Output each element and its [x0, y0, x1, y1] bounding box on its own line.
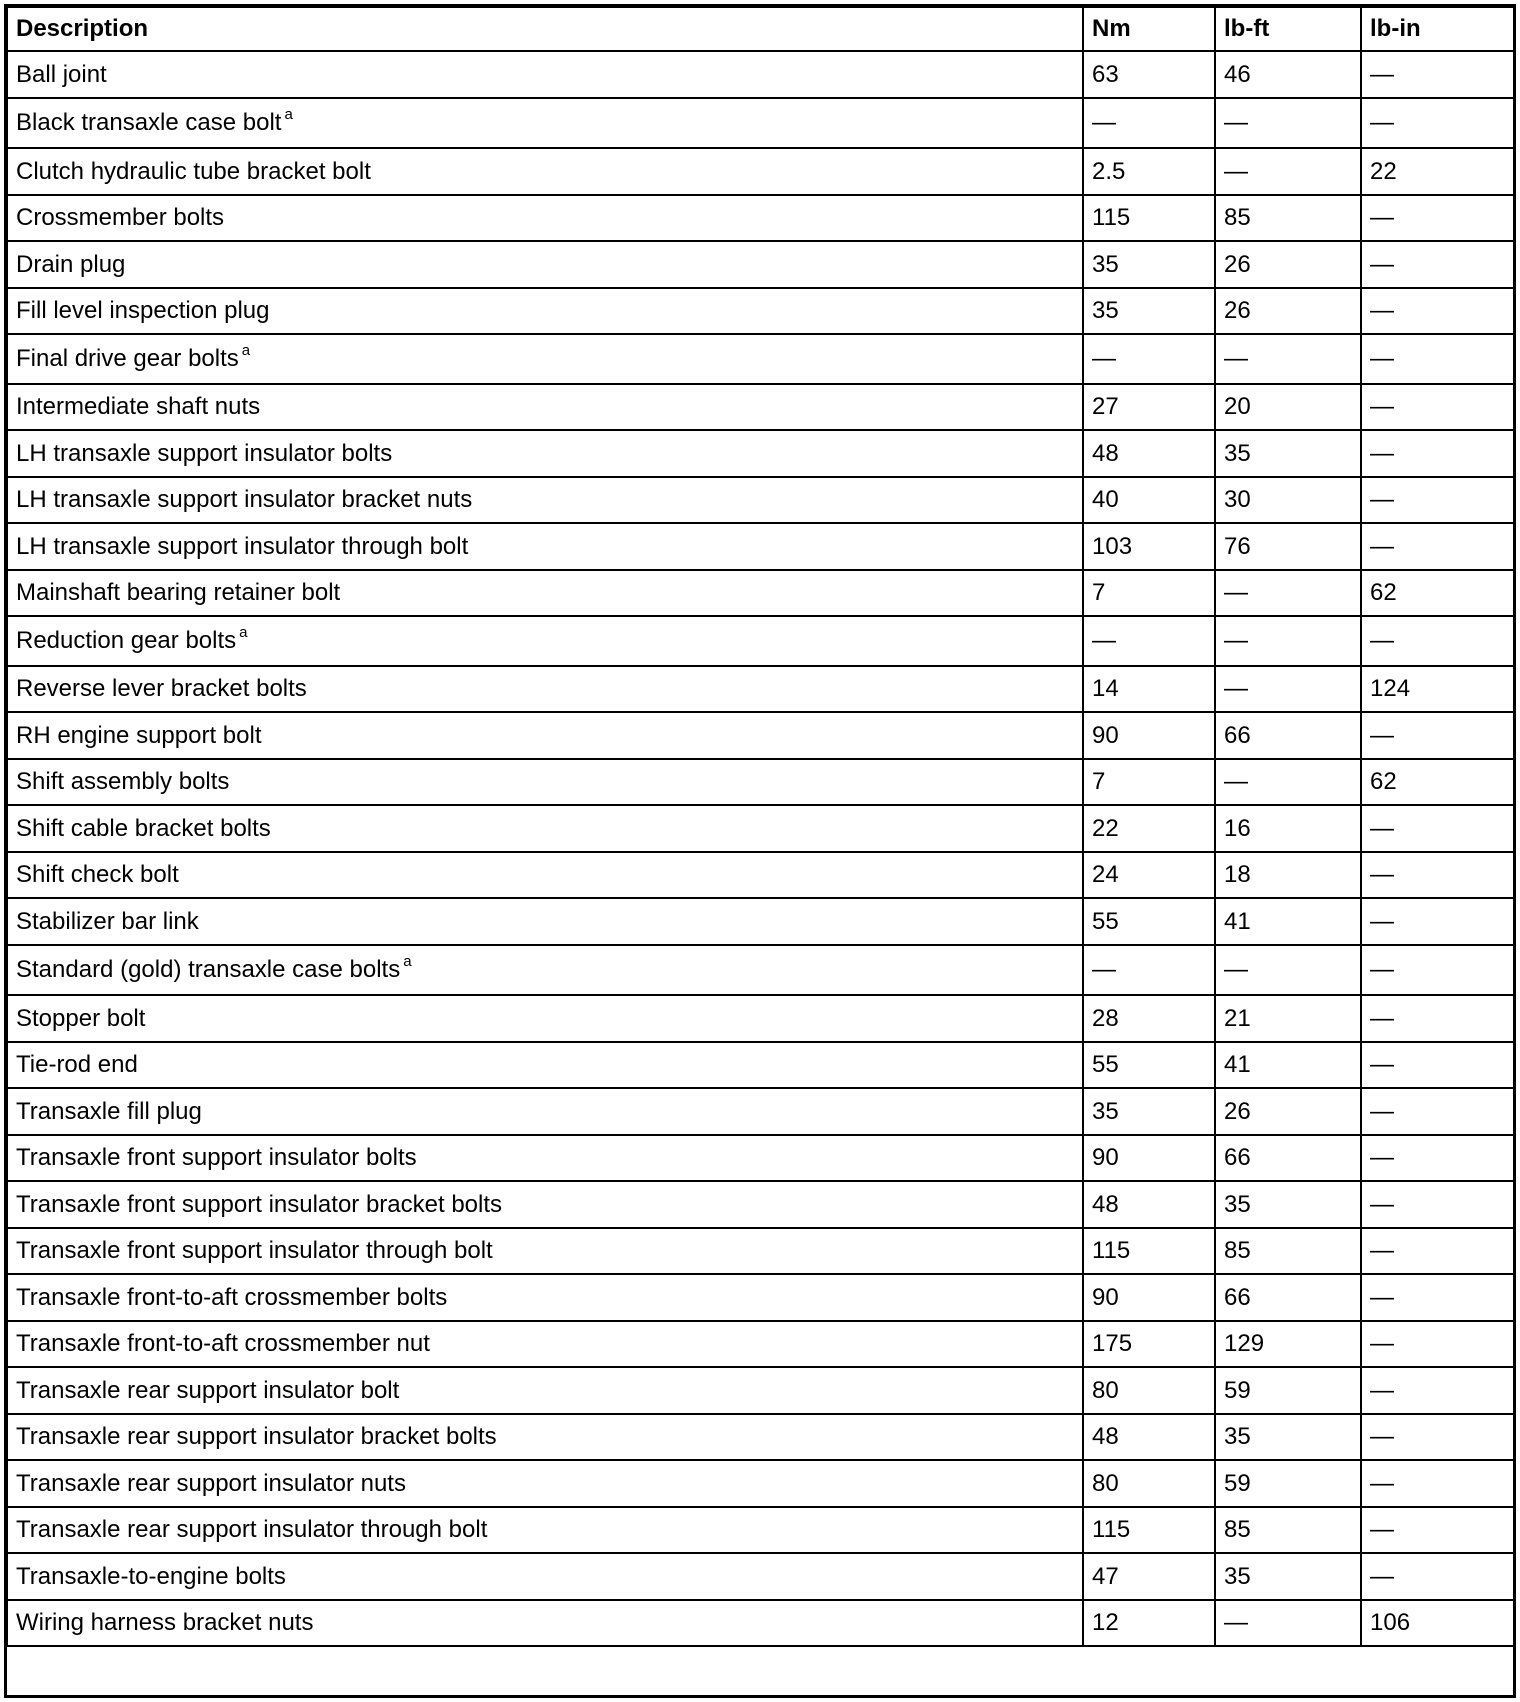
table-row: [7, 195, 1515, 241]
table-row: [7, 288, 1515, 334]
table-body: [7, 51, 1515, 1646]
cell-lbin: —: [1361, 51, 1515, 98]
cell-lbin: 22: [1361, 148, 1515, 195]
description-text: Transaxle front support insulator through bolt: [16, 1237, 493, 1264]
cell-lbin: —: [1361, 1367, 1515, 1414]
table-row: [7, 1460, 1515, 1507]
cell-lbft: 41: [1215, 1042, 1361, 1088]
description-text: Transaxle rear support insulator through bolt: [16, 1516, 488, 1543]
cell-nm: —: [1083, 334, 1215, 384]
cell-lbft: 66: [1215, 712, 1361, 759]
description-text: Transaxle rear support insulator bracket bolts: [16, 1423, 497, 1450]
cell-lbft: —: [1215, 148, 1361, 195]
cell-description: [7, 712, 1083, 759]
table-row: [7, 945, 1515, 995]
table-row: [7, 616, 1515, 666]
cell-lbft: —: [1215, 570, 1361, 616]
cell-lbft: 59: [1215, 1460, 1361, 1507]
cell-lbin: —: [1361, 1274, 1515, 1321]
description-text: Transaxle front support insulator bracket bolts: [16, 1190, 503, 1218]
header-lbin: lb-in: [1361, 7, 1515, 51]
cell-lbin: —: [1361, 1507, 1515, 1553]
table-row: [7, 666, 1515, 712]
table-row: [7, 430, 1515, 477]
cell-description: [7, 1460, 1083, 1507]
description-text: Transaxle rear support insulator nuts: [16, 1469, 406, 1497]
cell-description: [7, 945, 1083, 995]
cell-lbft: —: [1215, 334, 1361, 384]
cell-nm: 80: [1083, 1367, 1215, 1414]
cell-nm: —: [1083, 98, 1215, 148]
cell-description: [7, 241, 1083, 288]
cell-description: [7, 1367, 1083, 1414]
cell-nm: 90: [1083, 1135, 1215, 1181]
cell-lbin: —: [1361, 1135, 1515, 1181]
description-text: Ball joint: [16, 60, 107, 88]
cell-lbin: —: [1361, 241, 1515, 288]
table-row: [7, 1321, 1515, 1367]
cell-lbin: 62: [1361, 570, 1515, 616]
description-text: Wiring harness bracket nuts: [16, 1609, 314, 1636]
table-row: [7, 1181, 1515, 1228]
cell-lbin: —: [1361, 1414, 1515, 1460]
footnote-marker: a: [239, 624, 248, 641]
table-row: [7, 1367, 1515, 1414]
cell-description: [7, 898, 1083, 945]
cell-nm: 7: [1083, 759, 1215, 805]
cell-lbin: 62: [1361, 759, 1515, 805]
table-row: [7, 384, 1515, 430]
header-nm: Nm: [1083, 7, 1215, 51]
cell-nm: 90: [1083, 1274, 1215, 1321]
cell-lbft: 41: [1215, 898, 1361, 945]
cell-nm: 63: [1083, 51, 1215, 98]
cell-description: [7, 334, 1083, 384]
cell-nm: 48: [1083, 1181, 1215, 1228]
cell-nm: 48: [1083, 1414, 1215, 1460]
cell-description: [7, 430, 1083, 477]
cell-lbft: —: [1215, 945, 1361, 995]
description-text: Intermediate shaft nuts: [16, 393, 261, 420]
table-row: [7, 852, 1515, 898]
cell-nm: 28: [1083, 995, 1215, 1042]
cell-lbin: 106: [1361, 1600, 1515, 1646]
cell-nm: 35: [1083, 241, 1215, 288]
cell-description: [7, 759, 1083, 805]
cell-lbft: 26: [1215, 1088, 1361, 1135]
cell-lbft: 66: [1215, 1135, 1361, 1181]
description-text: Tie-rod end: [16, 1051, 138, 1078]
cell-nm: 175: [1083, 1321, 1215, 1367]
cell-lbin: —: [1361, 477, 1515, 523]
table-header-row: [7, 7, 1515, 51]
footnote-marker: a: [241, 342, 251, 359]
table-row: [7, 1228, 1515, 1274]
cell-nm: 80: [1083, 1460, 1215, 1507]
cell-nm: 35: [1083, 1088, 1215, 1135]
cell-description: [7, 805, 1083, 852]
table-row: [7, 1042, 1515, 1088]
cell-lbft: 85: [1215, 195, 1361, 241]
cell-nm: 55: [1083, 898, 1215, 945]
description-text: Transaxle front-to-aft crossmember bolts: [16, 1283, 448, 1311]
description-text: Stabilizer bar link: [16, 907, 199, 935]
cell-lbft: 85: [1215, 1228, 1361, 1274]
cell-lbin: —: [1361, 1228, 1515, 1274]
cell-description: [7, 1321, 1083, 1367]
cell-lbft: 26: [1215, 241, 1361, 288]
cell-description: [7, 51, 1083, 98]
description-text: Final drive gear bolts: [16, 345, 239, 372]
cell-nm: 40: [1083, 477, 1215, 523]
description-text: LH transaxle support insulator through bolt: [16, 532, 469, 560]
description-text: Standard (gold) transaxle case bolts: [16, 956, 401, 983]
cell-description: [7, 995, 1083, 1042]
table-row: [7, 995, 1515, 1042]
cell-description: [7, 1507, 1083, 1553]
footnote-marker: a: [403, 953, 412, 970]
cell-description: [7, 666, 1083, 712]
cell-lbft: 18: [1215, 852, 1361, 898]
cell-lbft: 59: [1215, 1367, 1361, 1414]
cell-description: [7, 195, 1083, 241]
description-text: LH transaxle support insulator bracket nuts: [16, 486, 473, 513]
footnote-marker: a: [284, 106, 293, 123]
table-row: [7, 1135, 1515, 1181]
table-row: [7, 759, 1515, 805]
description-text: Clutch hydraulic tube bracket bolt: [16, 157, 371, 185]
table-row: [7, 898, 1515, 945]
cell-lbft: 16: [1215, 805, 1361, 852]
table-row: [7, 805, 1515, 852]
torque-spec-table: [6, 6, 1516, 1647]
description-text: Mainshaft bearing retainer bolt: [16, 579, 341, 606]
cell-lbft: 21: [1215, 995, 1361, 1042]
table-row: [7, 712, 1515, 759]
table-row: [7, 241, 1515, 288]
cell-lbft: 20: [1215, 384, 1361, 430]
description-text: Fill level inspection plug: [16, 297, 270, 324]
description-text: Transaxle front support insulator bolts: [16, 1144, 417, 1171]
cell-nm: 24: [1083, 852, 1215, 898]
description-text: LH transaxle support insulator bolts: [16, 439, 393, 467]
cell-lbft: —: [1215, 1600, 1361, 1646]
cell-lbin: —: [1361, 1181, 1515, 1228]
cell-lbin: —: [1361, 898, 1515, 945]
cell-nm: 27: [1083, 384, 1215, 430]
cell-lbin: —: [1361, 616, 1515, 666]
cell-lbin: —: [1361, 430, 1515, 477]
table-row: [7, 1088, 1515, 1135]
cell-nm: 115: [1083, 1507, 1215, 1553]
cell-lbin: —: [1361, 98, 1515, 148]
description-text: Transaxle fill plug: [16, 1097, 202, 1125]
table-row: [7, 523, 1515, 570]
cell-lbin: —: [1361, 1088, 1515, 1135]
cell-description: [7, 1414, 1083, 1460]
cell-lbft: —: [1215, 98, 1361, 148]
cell-description: [7, 288, 1083, 334]
table-row: [7, 334, 1515, 384]
cell-lbin: —: [1361, 1321, 1515, 1367]
cell-description: [7, 98, 1083, 148]
cell-description: [7, 570, 1083, 616]
cell-description: [7, 1181, 1083, 1228]
cell-lbin: —: [1361, 945, 1515, 995]
cell-description: [7, 1135, 1083, 1181]
description-text: Transaxle front-to-aft crossmember nut: [16, 1330, 430, 1357]
header-lbft: lb-ft: [1215, 7, 1361, 51]
cell-nm: 35: [1083, 288, 1215, 334]
cell-lbft: —: [1215, 616, 1361, 666]
cell-description: [7, 477, 1083, 523]
cell-lbft: —: [1215, 666, 1361, 712]
cell-lbin: —: [1361, 1460, 1515, 1507]
cell-nm: —: [1083, 616, 1215, 666]
cell-description: [7, 523, 1083, 570]
cell-lbin: —: [1361, 1042, 1515, 1088]
description-text: Reduction gear bolts: [16, 627, 237, 654]
cell-nm: 22: [1083, 805, 1215, 852]
cell-lbft: 35: [1215, 1181, 1361, 1228]
table-row: [7, 477, 1515, 523]
description-text: Shift assembly bolts: [16, 768, 230, 795]
description-text: Transaxle rear support insulator bolt: [16, 1376, 400, 1404]
description-text: Shift check bolt: [16, 861, 179, 888]
cell-lbft: 26: [1215, 288, 1361, 334]
cell-nm: 7: [1083, 570, 1215, 616]
cell-lbft: —: [1215, 759, 1361, 805]
cell-lbin: —: [1361, 712, 1515, 759]
cell-lbin: —: [1361, 1553, 1515, 1600]
cell-nm: 90: [1083, 712, 1215, 759]
cell-lbin: 124: [1361, 666, 1515, 712]
cell-description: [7, 1553, 1083, 1600]
cell-lbin: —: [1361, 195, 1515, 241]
cell-lbft: 66: [1215, 1274, 1361, 1321]
cell-lbin: —: [1361, 805, 1515, 852]
cell-lbft: 35: [1215, 1553, 1361, 1600]
cell-lbin: —: [1361, 288, 1515, 334]
description-text: Crossmember bolts: [16, 204, 225, 231]
cell-nm: 14: [1083, 666, 1215, 712]
cell-nm: 48: [1083, 430, 1215, 477]
cell-nm: —: [1083, 945, 1215, 995]
description-text: RH engine support bolt: [16, 721, 262, 749]
cell-description: [7, 852, 1083, 898]
cell-lbft: 30: [1215, 477, 1361, 523]
cell-description: [7, 1042, 1083, 1088]
cell-nm: 103: [1083, 523, 1215, 570]
table-row: [7, 1414, 1515, 1460]
cell-lbin: —: [1361, 334, 1515, 384]
table-row: [7, 1507, 1515, 1553]
table-row: [7, 570, 1515, 616]
table-row: [7, 98, 1515, 148]
table-row: [7, 1274, 1515, 1321]
cell-lbin: —: [1361, 384, 1515, 430]
cell-nm: 12: [1083, 1600, 1215, 1646]
description-text: Stopper bolt: [16, 1004, 146, 1032]
cell-description: [7, 616, 1083, 666]
cell-lbin: —: [1361, 995, 1515, 1042]
cell-nm: 115: [1083, 1228, 1215, 1274]
cell-lbft: 35: [1215, 430, 1361, 477]
cell-nm: 55: [1083, 1042, 1215, 1088]
table-row: [7, 51, 1515, 98]
cell-lbft: 85: [1215, 1507, 1361, 1553]
cell-nm: 115: [1083, 195, 1215, 241]
cell-lbin: —: [1361, 852, 1515, 898]
description-text: Shift cable bracket bolts: [16, 814, 271, 842]
description-text: Black transaxle case bolt: [16, 109, 282, 136]
cell-lbft: 76: [1215, 523, 1361, 570]
cell-description: [7, 384, 1083, 430]
header-description: Description: [7, 7, 1083, 51]
cell-description: [7, 1228, 1083, 1274]
description-text: Drain plug: [16, 250, 126, 278]
cell-nm: 47: [1083, 1553, 1215, 1600]
cell-description: [7, 148, 1083, 195]
cell-description: [7, 1088, 1083, 1135]
description-text: Reverse lever bracket bolts: [16, 675, 307, 702]
cell-lbft: 46: [1215, 51, 1361, 98]
cell-lbft: 35: [1215, 1414, 1361, 1460]
description-text: Transaxle-to-engine bolts: [16, 1562, 286, 1590]
cell-description: [7, 1600, 1083, 1646]
cell-lbft: 129: [1215, 1321, 1361, 1367]
table-row: [7, 148, 1515, 195]
table-row: [7, 1600, 1515, 1646]
cell-description: [7, 1274, 1083, 1321]
cell-lbin: —: [1361, 523, 1515, 570]
cell-nm: 2.5: [1083, 148, 1215, 195]
table-row: [7, 1553, 1515, 1600]
